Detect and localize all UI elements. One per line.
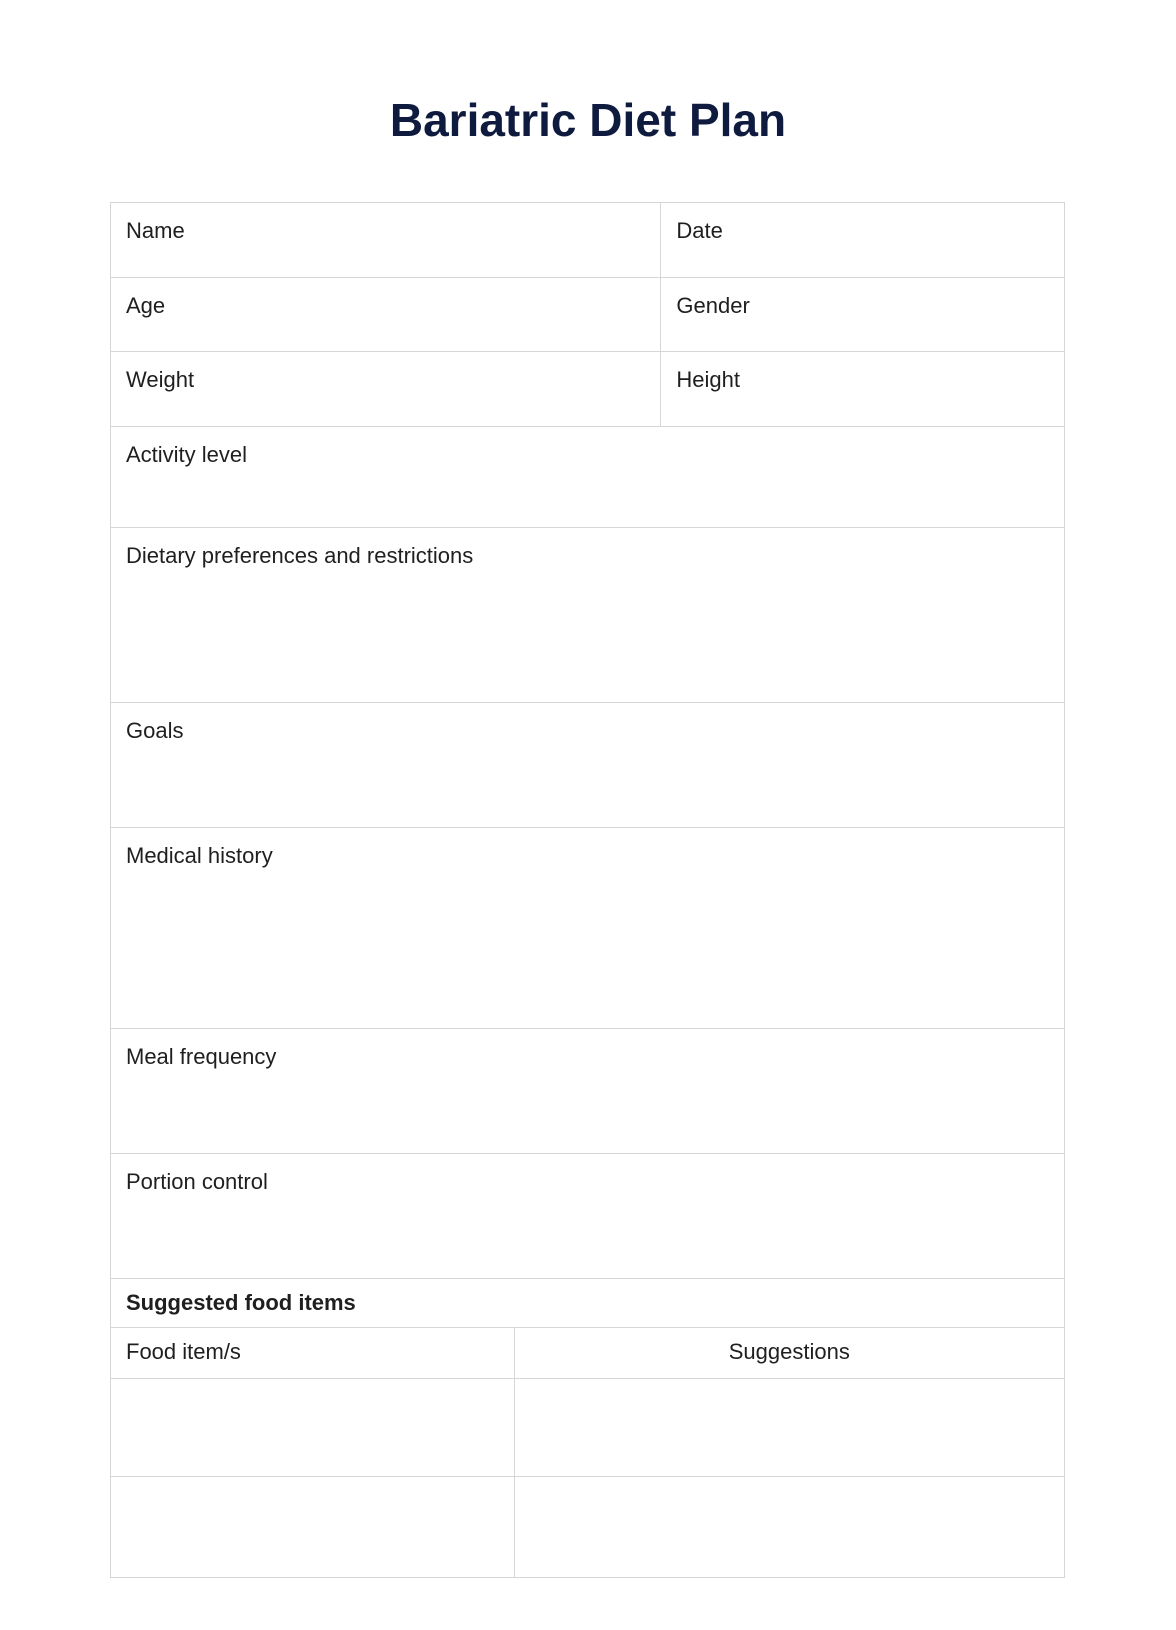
- food-table-header-row: [111, 1328, 1065, 1379]
- page-title: Bariatric Diet Plan: [389, 94, 787, 146]
- date-field[interactable]: [661, 203, 1065, 278]
- goals-field[interactable]: [111, 703, 1065, 828]
- form-row-goals: [111, 703, 1065, 828]
- suggestions-column-header: [515, 1328, 1065, 1379]
- activity-level-label: Activity level: [126, 442, 248, 467]
- suggestion-cell[interactable]: [515, 1379, 1065, 1477]
- gender-field[interactable]: [661, 278, 1065, 352]
- form-row-dietary: [111, 528, 1065, 703]
- goals-label: Goals: [126, 718, 184, 743]
- food-items-column-label: Food item/s: [126, 1339, 241, 1364]
- food-table-heading-label: Suggested food items: [126, 1290, 356, 1315]
- diet-plan-form: [110, 202, 1065, 1578]
- dietary-preferences-field[interactable]: [111, 528, 1065, 703]
- activity-level-field[interactable]: [111, 427, 1065, 528]
- medical-history-label: Medical history: [126, 843, 273, 868]
- form-row-medical: [111, 828, 1065, 1029]
- form-row-portion: [111, 1154, 1065, 1279]
- food-items-column-header: [111, 1328, 515, 1379]
- portion-control-field[interactable]: [111, 1154, 1065, 1279]
- food-item-cell[interactable]: [111, 1477, 515, 1578]
- gender-label: Gender: [676, 293, 750, 318]
- name-label: Name: [126, 218, 185, 243]
- medical-history-field[interactable]: [111, 828, 1065, 1029]
- table-row: [111, 1477, 1065, 1578]
- food-table-heading: [111, 1279, 1065, 1328]
- portion-control-label: Portion control: [126, 1169, 268, 1194]
- age-field[interactable]: [111, 278, 661, 352]
- meal-frequency-label: Meal frequency: [126, 1044, 277, 1069]
- form-row-name-date: [111, 203, 1065, 278]
- suggestion-cell[interactable]: [515, 1477, 1065, 1578]
- age-label: Age: [126, 293, 166, 318]
- form-row-activity: [111, 427, 1065, 528]
- food-table-heading-row: [111, 1279, 1065, 1328]
- date-label: Date: [676, 218, 723, 243]
- weight-field[interactable]: [111, 352, 661, 427]
- name-field[interactable]: [111, 203, 661, 278]
- dietary-preferences-label: Dietary preferences and restrictions: [126, 543, 474, 568]
- height-field[interactable]: [661, 352, 1065, 427]
- height-label: Height: [676, 367, 741, 392]
- form-row-age-gender: [111, 278, 1065, 352]
- table-row: [111, 1379, 1065, 1477]
- suggestions-column-label: Suggestions: [728, 1339, 850, 1364]
- meal-frequency-field[interactable]: [111, 1029, 1065, 1154]
- food-item-cell[interactable]: [111, 1379, 515, 1477]
- weight-label: Weight: [126, 367, 195, 392]
- form-row-meal-frequency: [111, 1029, 1065, 1154]
- form-row-weight-height: [111, 352, 1065, 427]
